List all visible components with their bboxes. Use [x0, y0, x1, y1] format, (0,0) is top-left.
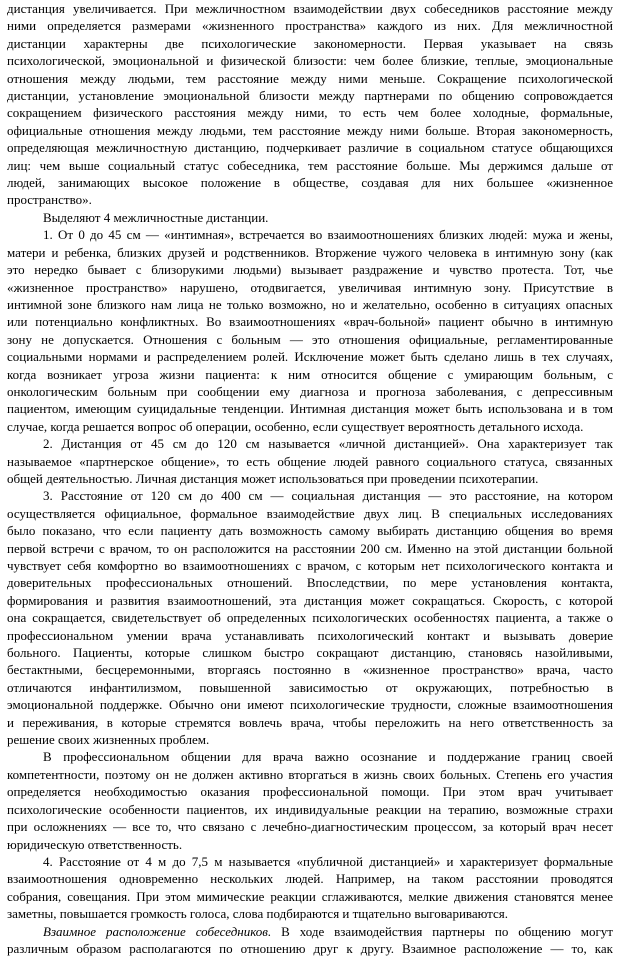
- paragraph-line: ними определяется размерами «жизненного пространства» каждого из них. Для межличностной: [7, 18, 613, 34]
- italic-heading: Взаимное расположение собеседников.: [43, 923, 272, 939]
- paragraph-line: бестактными, бесцеремонными, вторгаясь постоянно в «жизненное пространство» врача, часто: [7, 662, 613, 678]
- paragraph-line: сокращением физического расстояния между ними, то есть чем более холодные, формальные,: [7, 105, 613, 121]
- paragraph-line: было показано, что если пациенту дать возможность самому выбирать дистанцию общения во время: [7, 523, 613, 539]
- paragraph-line: это нередко бывает с близорукими людьми) вызывает раздражение и чувство протеста. Тот, чье: [7, 262, 613, 278]
- paragraph-line: решение своих жизненных проблем.: [7, 732, 210, 748]
- paragraph-line: психологической, эмоциональной и физической близости: чем более близкие, теплые, эмоциональные: [7, 53, 613, 69]
- paragraph-line: зону не допускается. Отношения с больным — это отношения официальные, регламентированные: [7, 331, 613, 347]
- paragraph-line: социальными нормами и распределением ролей. Исключение может быть сделано лишь в тех случаях,: [7, 349, 613, 365]
- paragraph-line: профессиональном умении врача устанавливать психологический контакт и вызывать доверие: [7, 627, 613, 643]
- paragraph-line: 1. От 0 до 45 см — «интимная», встречается во взаимоотношениях близких людей: мужа и жены,: [43, 227, 613, 243]
- paragraph-line: людей, занимающих высокое положение в обществе, создавая для них большее «жизненное: [7, 175, 613, 191]
- paragraph-line: больного. Пациенты, которые слишком быстро сокращают дистанцию, становясь назойливыми,: [7, 645, 613, 661]
- paragraph-line: 3. Расстояние от 120 см до 400 см — социальная дистанция — это расстояние, на котором: [43, 488, 613, 504]
- paragraph-line: [7, 923, 613, 940]
- paragraph-line: собрания, совещания. При этом мимические реакции сглаживаются, мелкие движения становятся менее: [7, 888, 613, 904]
- paragraph-line: эмоциональной поддержке. Обычно они имеют психологические трудности, сложные взаимоотношения: [7, 697, 613, 713]
- paragraph-line: формирования и развития взаимоотношений, эта дистанция может сокращаться. Скорость, с которой: [7, 592, 613, 608]
- paragraph-line: психологические особенности пациентов, их индивидуальные реакции на терапию, возможные страхи: [7, 801, 613, 817]
- paragraph-line: определяющая межличностную дистанцию, подчеркивает различие в социальном статусе общающихся: [7, 140, 613, 156]
- paragraph-text: В ходе взаимодействия партнеры по общению могут: [271, 923, 613, 939]
- paragraph-line: дистанции характерны две психологические закономерности. Первая указывает на связь: [7, 35, 613, 51]
- paragraph-line: онкологическим больным при сообщении ему диагноза и прогноза заболевания, с депрессивным: [7, 383, 613, 399]
- paragraph-line: первой встречи с врачом, то он расположится на расстоянии 200 см. Именно на этой дистанции больной: [7, 540, 613, 556]
- paragraph-line: случае, когда решается вопрос об операции, особенно, если существует вероятность детального исхода.: [7, 418, 584, 434]
- paragraph-line: при осложнениях — все то, что связано с лечебно-диагностическим процессом, за который врач несет: [7, 819, 613, 835]
- paragraph-line: «жизненное пространство» нарушено, отодвигается, увеличивая интимную зону. Присутствие в: [7, 279, 613, 295]
- paragraph-line: пациентом, имеющим суицидальные тенденции. Интимная дистанция может быть использована и в том: [7, 401, 613, 417]
- paragraph-line: пространство».: [7, 192, 92, 208]
- paragraph-line: Выделяют 4 межличностные дистанции.: [43, 209, 269, 225]
- paragraph-line: В профессиональном общении для врача важно осознание и поддержание границ своей: [43, 749, 613, 765]
- paragraph-line: она сокращается, свидетельствует об определенных психологических особенностях пациента, а также о: [7, 610, 613, 626]
- paragraph-line: когда возникает угроза жизни пациента: к ним относится общение с умирающим больным, с: [7, 366, 613, 382]
- paragraph-line: определяется необходимостью оказания профессиональной помощи. При этом врач учитывает: [7, 784, 613, 800]
- paragraph-line: дистанция увеличивается. При межличностном взаимодействии двух собеседников расстояние между: [7, 1, 613, 16]
- paragraph-line: осуществляется официальное, формальное взаимодействие двух лиц. В специальных исследованиях: [7, 505, 613, 521]
- paragraph-line: интимной зоне близкого нам лица не только возможно, но и желательно, особенно в ситуациях опасных: [7, 296, 613, 312]
- paragraph-line: 4. Расстояние от 4 м до 7,5 м называется «публичной дистанцией» и характеризует формальные: [43, 853, 613, 869]
- paragraph-line: и переживания, в которые стремятся вовлечь врача, чтобы переложить на него ответственность за: [7, 714, 613, 730]
- paragraph-line: называемое «партнерское общение», то есть общение людей равного социального статуса, связанных: [7, 453, 613, 469]
- paragraph-line: юридическую ответственность.: [7, 836, 183, 852]
- paragraph-line: чувствует себя комфортно во взаимоотношениях с врачом, с которым нет психологического контакта и: [7, 558, 613, 573]
- document-page: [7, 0, 613, 957]
- paragraph-line: матери и ребенка, близких друзей и родственников. Вторжение чужого человека в интимную зону (как: [7, 244, 613, 260]
- paragraph-line: доверительных профессиональных отношений. Впоследствии, по мере установления контакта,: [7, 575, 613, 591]
- text-body: [7, 0, 613, 923]
- paragraph-line: взаимоотношения одновременно нескольких людей. Например, на таком расстоянии проводятся: [7, 871, 613, 887]
- paragraph-line: отношения между людьми, тем расстояние между ними меньше. Сокращение психологической: [7, 70, 613, 86]
- paragraph-line: 2. Дистанция от 45 см до 120 см называется «личной дистанцией». Она характеризует так: [43, 436, 613, 452]
- paragraph-line: официальные отношения между людьми, тем расстояние между ними больше. Вторая закономерность,: [7, 122, 613, 138]
- paragraph-line: общей деятельностью. Личная дистанция может использоваться при проведении психотерапии.: [7, 470, 539, 486]
- paragraph-line: компетентности, поэтому он не должен активно вторгаться в жизнь своих больных. Степень его участия: [7, 766, 613, 782]
- paragraph-line: различным образом располагаются по отношению друг к другу. Взаимное расположение — то, как: [7, 940, 613, 956]
- paragraph-line: дистанции, установление эмоциональной близости между партнерами по общению сопровождается: [7, 88, 613, 104]
- paragraph-line: или потенциально конфликтных. Во взаимоотношениях «врач-больной» пациент обычно в интимную: [7, 314, 613, 330]
- paragraph-line: заметны, повышается громкость голоса, слова подбираются и тщательно выговариваются.: [7, 906, 509, 922]
- paragraph-line: отличаются инфантилизмом, повышенной зависимостью от окружающих, потребностью в: [7, 679, 613, 695]
- paragraph-line: лиц: чем выше социальный статус собеседника, тем расстояние больше. Мы держимся дальше от: [7, 157, 613, 173]
